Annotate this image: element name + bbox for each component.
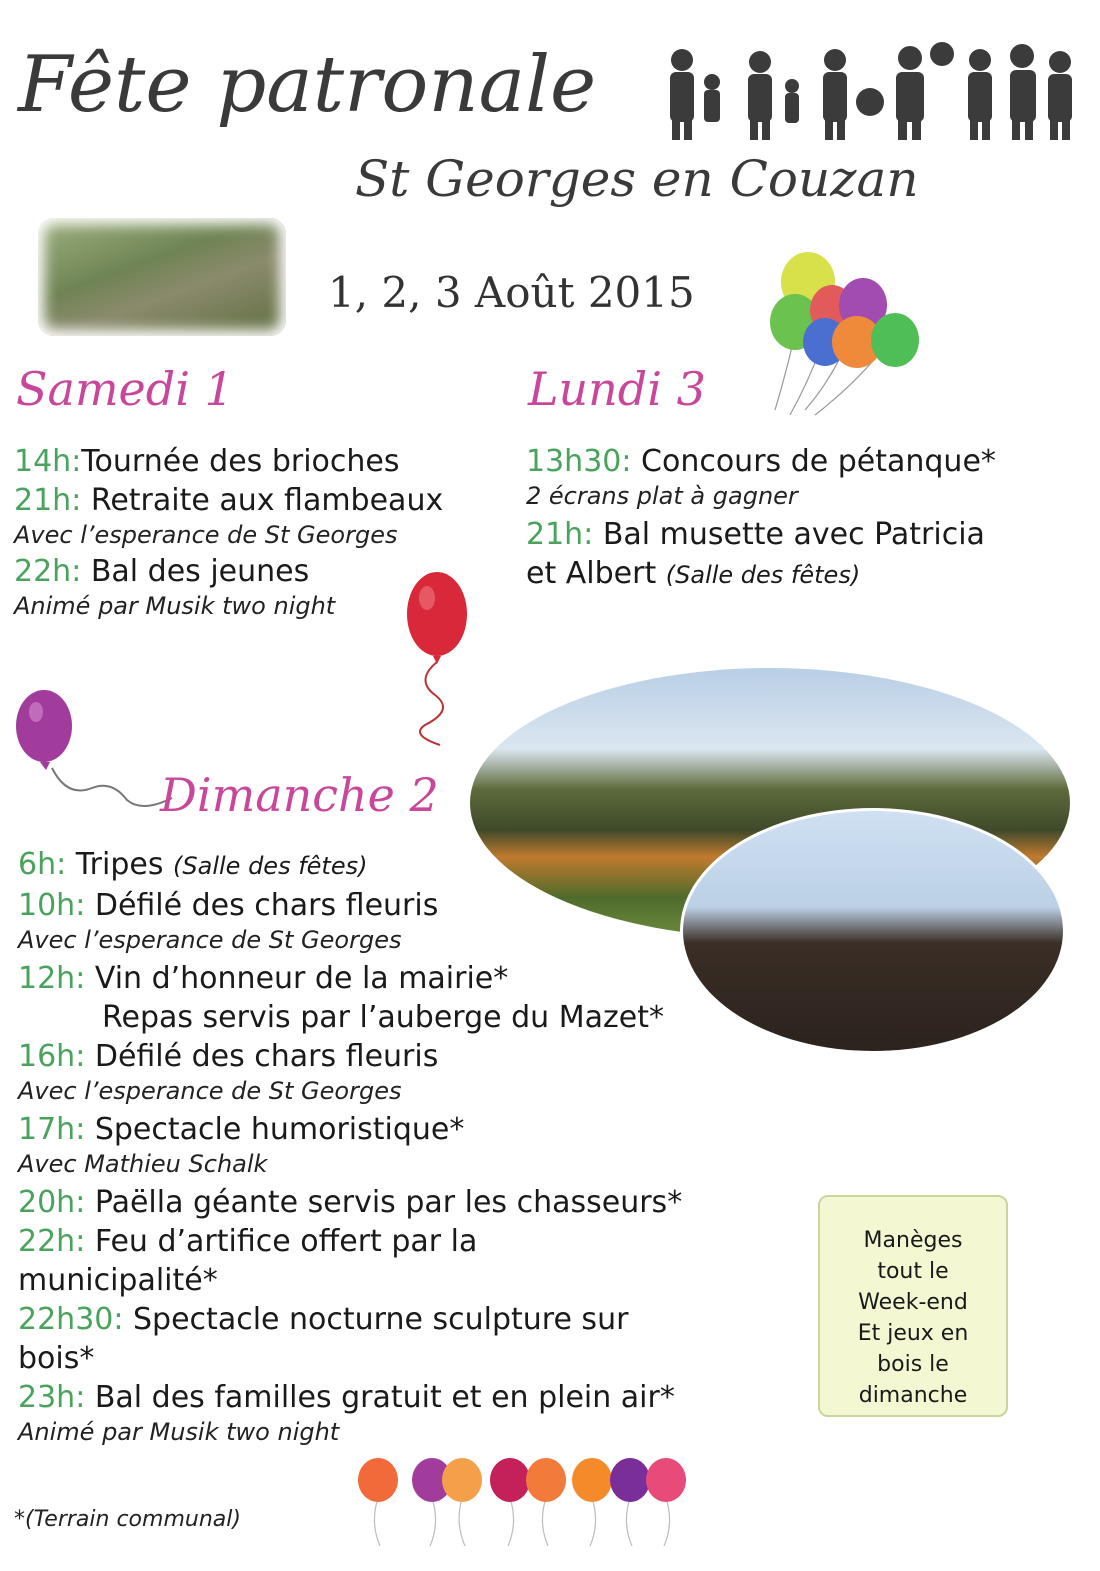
event-time: 21h: xyxy=(14,483,82,518)
list-item xyxy=(526,442,996,481)
event-label: Bal musette avec Patricia xyxy=(602,517,985,552)
event-time: 12h: xyxy=(18,961,86,996)
event-time: 13h30: xyxy=(526,444,632,479)
event-label: Tournée des brioches xyxy=(81,444,400,479)
church-tower-photo xyxy=(680,808,1066,1054)
list-item xyxy=(14,442,443,481)
event-label: Bal des familles gratuit et en plein air* xyxy=(94,1380,675,1415)
red-balloon-illustration xyxy=(395,570,485,750)
event-venue: (Salle des fêtes) xyxy=(665,561,861,589)
sunday-schedule xyxy=(18,845,682,1447)
event-note: Avec l’esperance de St Georges xyxy=(18,926,402,954)
scroll-line: Week-end xyxy=(858,1290,968,1315)
event-note: Animé par Musik two night xyxy=(14,592,336,620)
list-item xyxy=(18,1037,682,1076)
purple-balloon-illustration xyxy=(12,688,182,818)
event-label: Feu d’artifice offert par la xyxy=(94,1224,478,1259)
event-label: Spectacle humoristique* xyxy=(94,1112,465,1147)
event-label: Bal des jeunes xyxy=(90,554,310,589)
footnote: *(Terrain communal) xyxy=(14,1507,241,1532)
list-item xyxy=(18,959,682,998)
event-label: Défilé des chars fleuris xyxy=(94,888,439,923)
event-time: 23h: xyxy=(18,1380,86,1415)
event-venue: (Salle des fêtes) xyxy=(173,852,368,880)
scroll-line: tout le xyxy=(877,1259,949,1284)
saturday-heading: Samedi 1 xyxy=(16,362,234,416)
balloon-bunch-illustration xyxy=(760,250,930,420)
scroll-line: bois le xyxy=(877,1352,949,1377)
list-item xyxy=(18,1378,682,1417)
list-item-continued xyxy=(18,1261,682,1300)
scroll-line: dimanche xyxy=(858,1383,968,1408)
event-time: 22h: xyxy=(18,1224,86,1259)
event-note: Avec l’esperance de St Georges xyxy=(14,521,398,549)
event-label: Tripes xyxy=(75,847,164,882)
family-silhouette-illustration xyxy=(660,42,1080,142)
event-time: 22h: xyxy=(14,554,82,589)
list-item-continued xyxy=(18,998,682,1037)
list-item xyxy=(18,1183,682,1222)
poster-title: Fête patronale xyxy=(18,40,597,130)
castle-photo xyxy=(38,218,286,336)
event-label: Spectacle nocturne sculpture sur xyxy=(133,1302,629,1337)
event-label: Concours de pétanque* xyxy=(641,444,996,479)
event-time: 10h: xyxy=(18,888,86,923)
list-item xyxy=(18,845,682,886)
list-item xyxy=(18,886,682,925)
event-note: Animé par Musik two night xyxy=(18,1418,340,1446)
event-label-continued: Repas servis par l’auberge du Mazet* xyxy=(102,1000,664,1035)
sunday-heading: Dimanche 2 xyxy=(160,768,439,822)
event-note: 2 écrans plat à gagner xyxy=(526,482,798,510)
saturday-schedule xyxy=(14,442,443,621)
event-label: Retraite aux flambeaux xyxy=(90,483,444,518)
list-item xyxy=(18,1300,682,1339)
event-time: 14h: xyxy=(14,444,82,479)
event-dates: 1, 2, 3 Août 2015 xyxy=(328,268,695,317)
event-label-continued: bois* xyxy=(18,1341,95,1376)
list-item xyxy=(18,1110,682,1149)
event-time: 6h: xyxy=(18,847,67,882)
event-time: 20h: xyxy=(18,1185,86,1220)
event-time: 21h: xyxy=(526,517,594,552)
monday-heading: Lundi 3 xyxy=(528,362,706,416)
event-label-continued: et Albert xyxy=(526,556,657,591)
list-item-continued xyxy=(18,1339,682,1378)
list-item xyxy=(18,1222,682,1261)
event-label: Défilé des chars fleuris xyxy=(94,1039,439,1074)
event-label: Paëlla géante servis par les chasseurs* xyxy=(94,1185,683,1220)
event-note: Avec Mathieu Schalk xyxy=(18,1150,268,1178)
event-note: Avec l’esperance de St Georges xyxy=(18,1077,402,1105)
list-item-continued xyxy=(526,554,996,595)
scroll-line: Manèges xyxy=(863,1228,963,1253)
event-time: 22h30: xyxy=(18,1302,124,1337)
event-time: 17h: xyxy=(18,1112,86,1147)
rides-info-scroll xyxy=(818,1195,1008,1417)
event-label-continued: municipalité* xyxy=(18,1263,218,1298)
poster-subtitle: St Georges en Couzan xyxy=(355,150,919,208)
event-time: 16h: xyxy=(18,1039,86,1074)
scroll-line: Et jeux en xyxy=(857,1321,969,1346)
monday-schedule xyxy=(526,442,996,595)
list-item xyxy=(14,552,443,591)
list-item xyxy=(14,481,443,520)
balloon-row-illustration xyxy=(350,1458,700,1548)
event-label: Vin d’honneur de la mairie* xyxy=(94,961,509,996)
list-item xyxy=(526,515,996,554)
